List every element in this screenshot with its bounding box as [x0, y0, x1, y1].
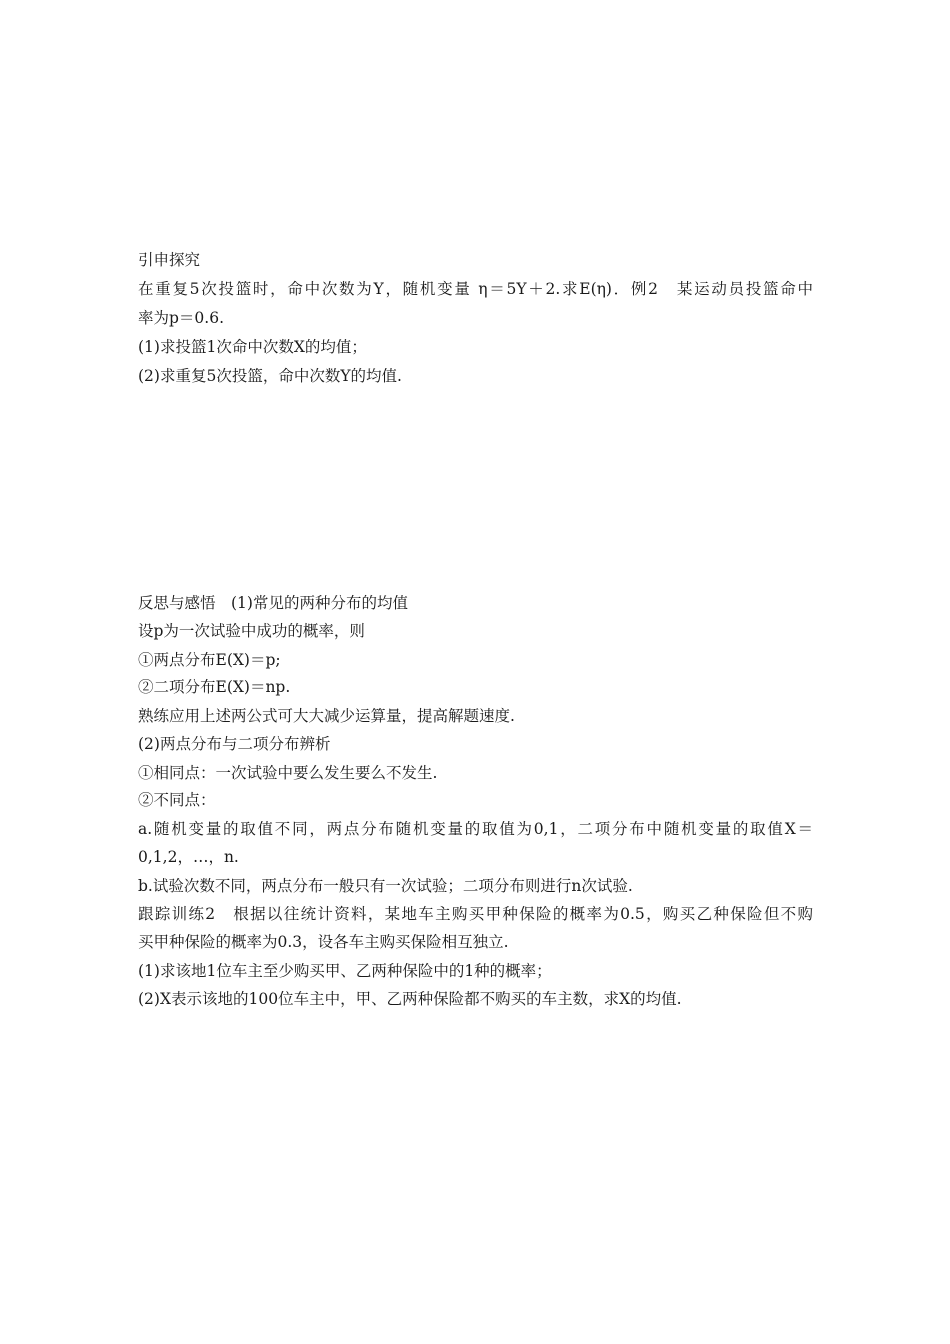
paragraph-line: 买甲种保险的概率为0.3，设各车主购买保险相互独立. [138, 933, 509, 951]
paragraph-line: 设p为一次试验中成功的概率，则 [138, 622, 365, 640]
heading-extended-inquiry: 引申探究 [138, 251, 201, 269]
paragraph-line: ②二项分布E(X)＝np. [138, 678, 291, 696]
paragraph-line: ①两点分布E(X)＝p; [138, 651, 281, 669]
heading-reflection: 反思与感悟 (1)常见的两种分布的均值 [138, 594, 408, 612]
paragraph-line: 跟踪训练2 根据以往统计资料，某地车主购买甲种保险的概率为0.5，购买乙种保险但不购 [138, 905, 813, 923]
paragraph-line: ②不同点： [138, 791, 216, 809]
paragraph-line: 0,1,2，…，n. [138, 848, 239, 866]
paragraph-line: a.随机变量的取值不同，两点分布随机变量的取值为0,1，二项分布中随机变量的取值X＝ [138, 820, 813, 838]
paragraph-line: ①相同点：一次试验中要么发生要么不发生. [138, 764, 438, 782]
paragraph-line: 率为p＝0.6. [138, 309, 224, 327]
question-2: (2)求重复5次投篮，命中次数Y的均值. [138, 367, 402, 385]
paragraph-line: (2)两点分布与二项分布辨析 [138, 735, 331, 753]
question-1: (1)求投篮1次命中次数X的均值； [138, 338, 367, 356]
paragraph-line: 在重复5次投篮时，命中次数为Y，随机变量 η＝5Y＋2.求E(η)．例2 某运动员投篮命中 [138, 280, 813, 298]
paragraph-line: b.试验次数不同，两点分布一般只有一次试验；二项分布则进行n次试验. [138, 877, 633, 895]
paragraph-line: 熟练应用上述两公式可大大减少运算量，提高解题速度. [138, 707, 515, 725]
question-2: (2)X表示该地的100位车主中，甲、乙两种保险都不购买的车主数，求X的均值. [138, 990, 682, 1008]
question-1: (1)求该地1位车主至少购买甲、乙两种保险中的1种的概率； [138, 962, 552, 980]
